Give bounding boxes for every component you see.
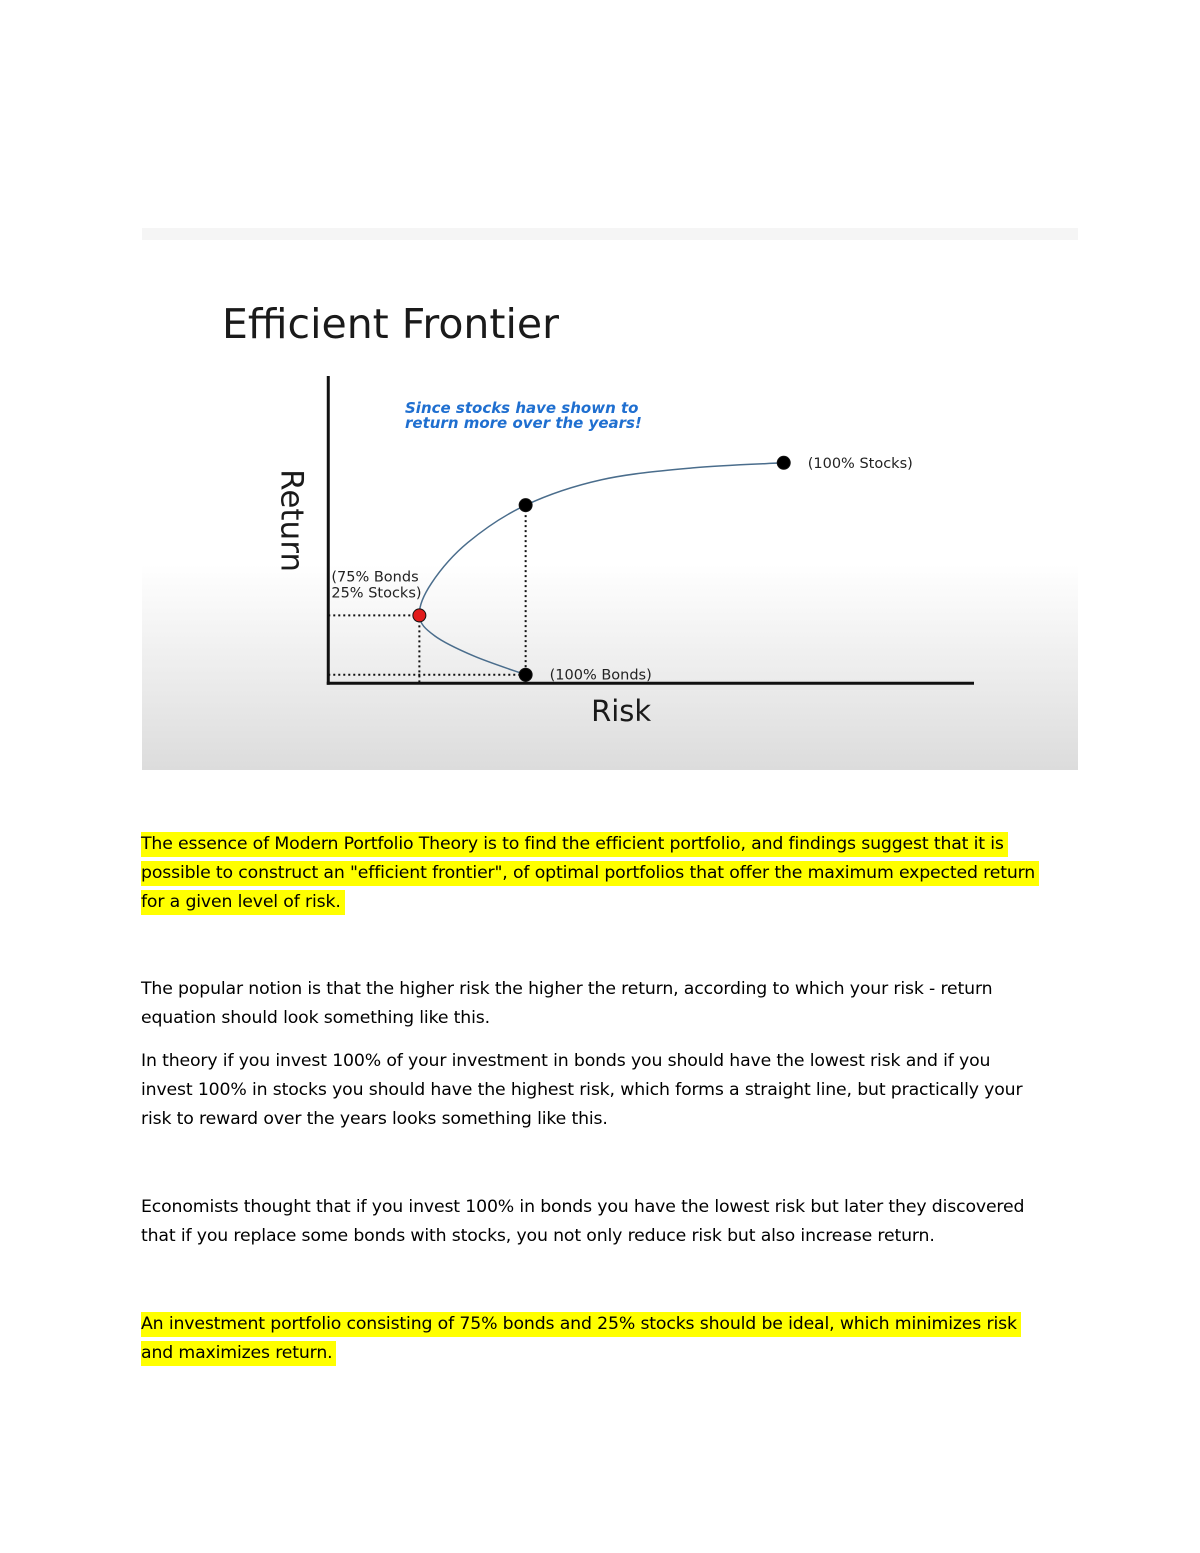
efficient-frontier-figure [142, 228, 1078, 770]
point-label: 25% Stocks) [331, 585, 422, 602]
paragraph-text: Economists thought that if you invest 100% in bonds you have the lowest risk but later they discovered that if you replace some bonds with stocks, you not only reduce risk but also increase return. [141, 1197, 1025, 1246]
paragraph-text: An investment portfolio consisting of 75% bonds and 25% stocks should be ideal, which minimizes risk and maximizes return. [141, 1312, 1021, 1366]
paragraph-in-theory [141, 1047, 1041, 1134]
annotation-text: return more over the years! [405, 414, 642, 432]
annotation-text: Since stocks have shown to [405, 399, 639, 417]
x-axis-label: Risk [591, 694, 652, 729]
chart-title: Efficient Frontier [222, 300, 559, 348]
paragraph-efficient-frontier [141, 830, 1041, 917]
y-axis-label: Return [273, 469, 310, 573]
paragraph-economists [141, 1193, 1041, 1251]
frontier-point [777, 456, 790, 469]
paragraph-text: The popular notion is that the higher risk the higher the return, according to which your risk - return equation should look something like this. [141, 979, 993, 1028]
efficient-frontier-chart [142, 228, 1078, 770]
point-label: (100% Bonds) [549, 667, 652, 684]
frontier-point [413, 609, 426, 622]
frontier-point [519, 499, 532, 512]
paragraph-popular-notion [141, 975, 1041, 1033]
chart-top-strip [142, 228, 1078, 240]
paragraph-text: In theory if you invest 100% of your investment in bonds you should have the lowest risk and if you invest 100% in stocks you should have the highest risk, which forms a straight line, but practically your risk to reward over the years looks something like this. [141, 1051, 1023, 1129]
paragraph-text: The essence of Modern Portfolio Theory is to find the efficient portfolio, and findings suggest that it is possible to construct an "efficient frontier", of optimal portfolios that offer the maximum expected return for a given level of risk. [141, 832, 1039, 915]
paragraph-ideal-portfolio [141, 1310, 1041, 1368]
point-label: (75% Bonds [331, 569, 419, 586]
point-label: (100% Stocks) [807, 455, 913, 472]
frontier-point [519, 668, 532, 681]
